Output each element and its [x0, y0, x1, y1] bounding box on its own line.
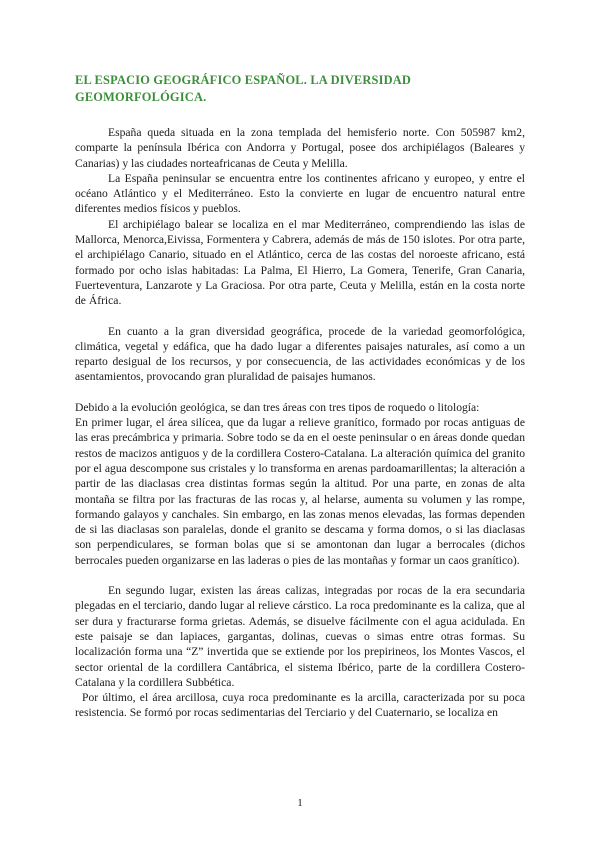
document-title: EL ESPACIO GEOGRÁFICO ESPAÑOL. LA DIVERSIDAD GEOMORFOLÓGICA.	[75, 73, 412, 104]
paragraph-clay: Por último, el área arcillosa, cuya roca predominante es la arcilla, caracterizada por su poca resistencia. Se formó por rocas sedimentarias del Terciario y del Cuaternario, se localiza en	[75, 691, 525, 720]
paragraph-intro: España queda situada en la zona templada del hemisferio norte. Con 505987 km2, comparte la península Ibérica con Andorra y Portugal, posee dos archipiélagos (Baleares y Canarias) y las ciudades norteafricanas de Ceuta y Melilla.	[75, 126, 525, 170]
paragraph-limestone: En segundo lugar, existen las áreas calizas, integradas por rocas de la era secundaria plegadas en el terciario, dando lugar al relieve cárstico. La roca predominante es la caliza, que al ser dura y fracturarse forma grietas. Además, se disuelve fácilmente con el agua acidulada. En este paisaje se dan lapiaces, gargantas, dolinas, cuevas o simas entre otras formas. Su localización forma una “Z” invertida que se extiende por los prepirineos, los Montes Vascos, el sector oriental de la cordillera Cantábrica, el sistema Ibérico, parte de la cordillera Costero-Catalana y la cordillera Subbética.	[75, 584, 525, 689]
paragraph-peninsular: La España peninsular se encuentra entre los continentes africano y europeo, y entre el océano Atlántico y el Mediterráneo. Esto la convierte en lugar de encuentro natural entre diferentes medios físicos y pueblos.	[75, 171, 525, 216]
page-number: 1	[297, 797, 303, 809]
paragraph-diversity: En cuanto a la gran diversidad geográfica, procede de la variedad geomorfológica, climática, vegetal y edáfica, que ha dado lugar a diferentes paisajes naturales, así como a un reparto desigual de los recursos, y por consecuencia, de las actividades económicas y de los asentamientos, provocando gran pluralidad de paisajes humanos.	[75, 324, 525, 384]
document-body	[75, 125, 525, 721]
paragraph-lithology-intro: Debido a la evolución geológica, se dan tres áreas con tres tipos de roquedo o litología:	[75, 400, 480, 414]
paragraph-siliceous: En primer lugar, el área silícea, que da lugar a relieve granítico, formado por rocas antiguas de las eras precámbrica y primaria. Sobre todo se da en el oeste peninsular o en áreas donde quedan restos de macizos antiguos y de la cordillera Costero-Catalana. La alteración química del granito por el agua descompone sus cristales y lo transforma en arenas pardoamarillentas; la alteración a partir de las diaclasas crea distintas formas según la altitud. Por una parte, en zonas de alta montaña se filtra por las fracturas de las rocas y, al helarse, aumenta su volumen y las rompe, formando galayos y canchales. Sin embargo, en las zonas menos elevadas, las formas dependen de si las diaclasas son paralelas, donde el granito se descama y forma domos, o si las diaclasas son perpendiculares, se forman bolas que si se amontonan dan lugar a berrocales (dichos berrocales pueden organizarse en las laderas o pies de las montañas y formar un caos granítico).	[75, 416, 525, 567]
paragraph-archipelagos: El archipiélago balear se localiza en el mar Mediterráneo, comprendiendo las islas de Mallorca, Menorca,Eivissa, Formentera y Cabrera, además de más de 150 islotes. Por otra parte, el archipiélago Canario, situado en el Atlántico, cerca de las costas del noroeste africano, está formado por ocho islas habitadas: La Palma, El Hierro, La Gomera, Tenerife, Gran Canaria, Fuerteventura, Lanzarote y La Graciosa. Por otra parte, Ceuta y Melilla, están en la costa norte de África.	[75, 217, 525, 308]
